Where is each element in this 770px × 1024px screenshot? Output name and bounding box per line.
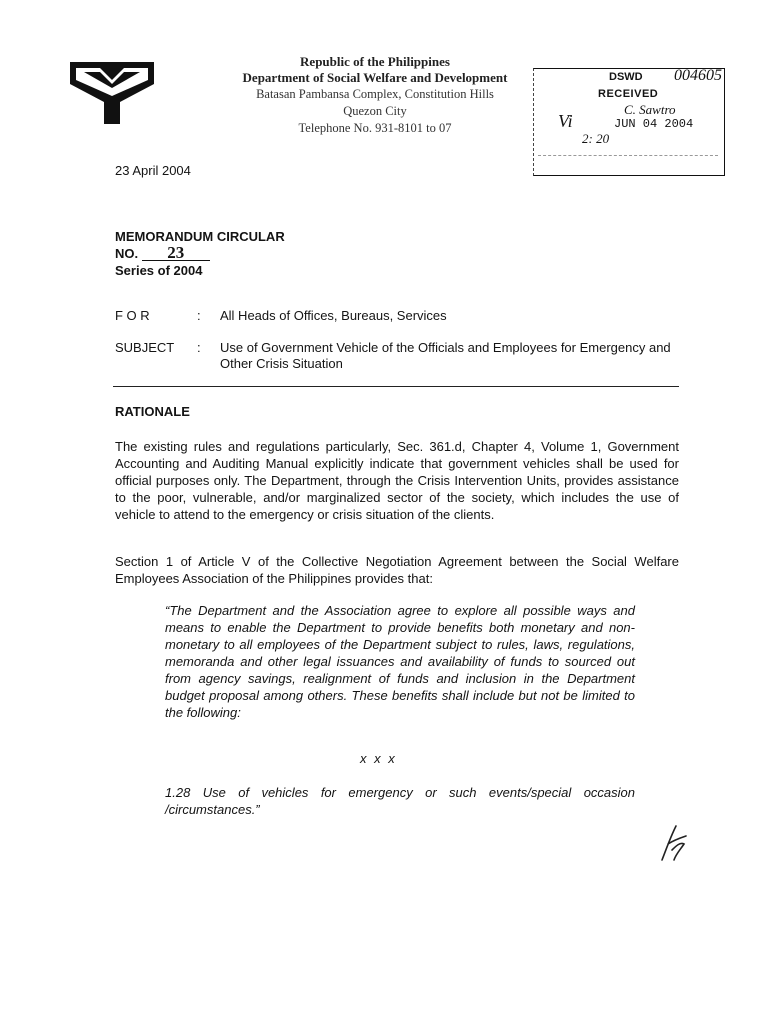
memo-series: Series of 2004 bbox=[115, 263, 203, 278]
for-value: All Heads of Offices, Bureaus, Services bbox=[220, 308, 447, 323]
letterhead-department: Department of Social Welfare and Development bbox=[242, 70, 508, 85]
letterhead-address: Batasan Pambansa Complex, Constitution Hills bbox=[256, 87, 494, 101]
stamp-received: RECEIVED bbox=[598, 88, 659, 100]
for-label: F O R bbox=[115, 308, 150, 323]
cna-quote-item: 1.28 Use of vehicles for emergency or such events/special occasion /circumstances.” bbox=[165, 785, 635, 817]
subject-label: SUBJECT bbox=[115, 340, 175, 355]
for-colon: : bbox=[197, 308, 201, 323]
stamp-divider bbox=[538, 155, 718, 156]
stamp-signature: C. Sawtro bbox=[624, 102, 676, 117]
memo-number-line bbox=[115, 245, 285, 262]
letterhead-republic: Republic of the Philippines bbox=[300, 54, 450, 69]
stamp-date: JUN 04 2004 bbox=[614, 117, 694, 131]
horizontal-rule bbox=[113, 386, 679, 387]
rationale-paragraph-1: The existing rules and regulations particularly, Sec. 361.d, Chapter 4, Volume 1, Government Accounting and Auditing Manual explicitly indicate that government vehicles shall be used for official purposes only. The Department, through the Crisis Intervention Units, provides assistance to the poor, vulnerable, and/or marginalized sector of the society, which includes the use of vehicle to attend to the emergency or crisis situation of the clients. bbox=[115, 439, 679, 522]
rationale-heading: RATIONALE bbox=[115, 404, 190, 419]
dswd-logo bbox=[70, 62, 154, 124]
subject-colon: : bbox=[197, 340, 201, 355]
stamp-agency: DSWD bbox=[609, 71, 643, 83]
stamp-initials: Vi bbox=[558, 111, 573, 131]
letterhead bbox=[175, 54, 575, 137]
cna-quote: “The Department and the Association agree to explore all possible ways and means to enable the Department to provide benefits both monetary and non-monetary to all employees of the Department subject to rules, laws, regulations, memoranda and other legal issuances and availability of funds to sourced out from agency savings, realignment of funds and inclusion in the Department budget proposal among others. These benefits shall include but not be limited to the following: bbox=[165, 603, 635, 720]
subject-row bbox=[115, 340, 680, 376]
memo-number-label: NO. bbox=[115, 246, 139, 261]
rationale-paragraph-2: Section 1 of Article V of the Collective Negotiation Agreement between the Social Welfare Employees Association of the Philippines provides that: bbox=[115, 554, 679, 586]
memo-title: MEMORANDUM CIRCULAR bbox=[115, 229, 285, 244]
letterhead-city: Quezon City bbox=[343, 104, 407, 118]
received-stamp bbox=[533, 68, 725, 176]
stamp-number: 004605 bbox=[674, 67, 722, 84]
stamp-time: 2: 20 bbox=[582, 131, 610, 146]
handwritten-initial-icon bbox=[654, 820, 694, 864]
quote-ellipsis: x x x bbox=[360, 751, 397, 766]
for-row bbox=[115, 308, 680, 326]
letterhead-telephone: Telephone No. 931-8101 to 07 bbox=[298, 121, 452, 135]
memo-number-value: 23 bbox=[142, 245, 210, 261]
document-date: 23 April 2004 bbox=[115, 163, 191, 178]
subject-value: Use of Government Vehicle of the Officials and Employees for Emergency and Other Crisis Situation bbox=[220, 340, 671, 371]
memo-heading bbox=[115, 228, 285, 279]
